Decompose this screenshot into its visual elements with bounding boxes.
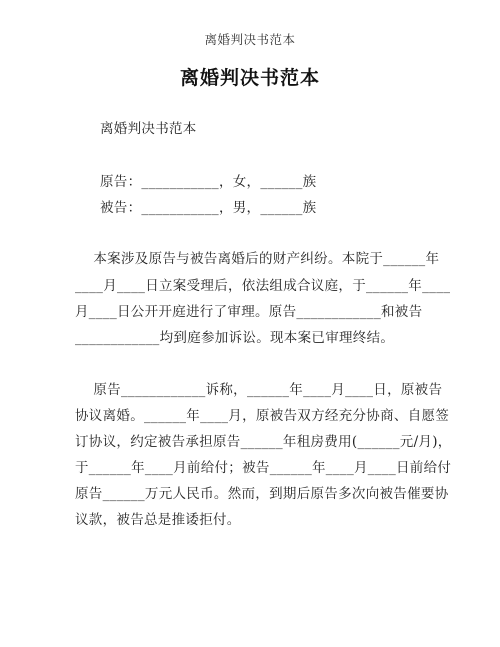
paragraph-1-line-3: 月____日公开开庭进行了审理。原告____________和被告 bbox=[75, 304, 423, 320]
subtitle-line: 离婚判决书范本 bbox=[100, 121, 197, 137]
page-header: 离婚判决书范本 bbox=[204, 32, 296, 47]
document-title: 离婚判决书范本 bbox=[179, 67, 320, 89]
paragraph-2-line-5: 原告______万元人民币。然而，到期后原告多次向被告催要协 bbox=[75, 486, 449, 502]
defendant-line: 被告：___________，男，______族 bbox=[100, 200, 317, 216]
paragraph-2-line-1: 原告____________诉称，______年____月____日，原被告 bbox=[75, 382, 443, 398]
paragraph-2-line-6: 议款，被告总是推诿拒付。 bbox=[75, 512, 241, 528]
paragraph-2-line-2: 协议离婚。______年____月，原被告双方经充分协商、自愿签 bbox=[75, 408, 450, 424]
paragraph-2-line-3: 订协议，约定被告承担原告______年租房费用(______元/月)， bbox=[75, 434, 452, 450]
paragraph-2-line-4: 于______年____月前给付；被告______年____月____日前给付 bbox=[75, 460, 452, 476]
paragraph-1-line-4: ____________均到庭参加诉讼。现本案已审理终结。 bbox=[75, 330, 395, 346]
paragraph-1-line-2: ____月____日立案受理后，依法组成合议庭，于______年____ bbox=[75, 278, 451, 294]
plaintiff-line: 原告：___________，女，______族 bbox=[100, 174, 317, 190]
paragraph-1-line-1: 本案涉及原告与被告离婚后的财产纠纷。本院于______年 bbox=[75, 251, 440, 267]
